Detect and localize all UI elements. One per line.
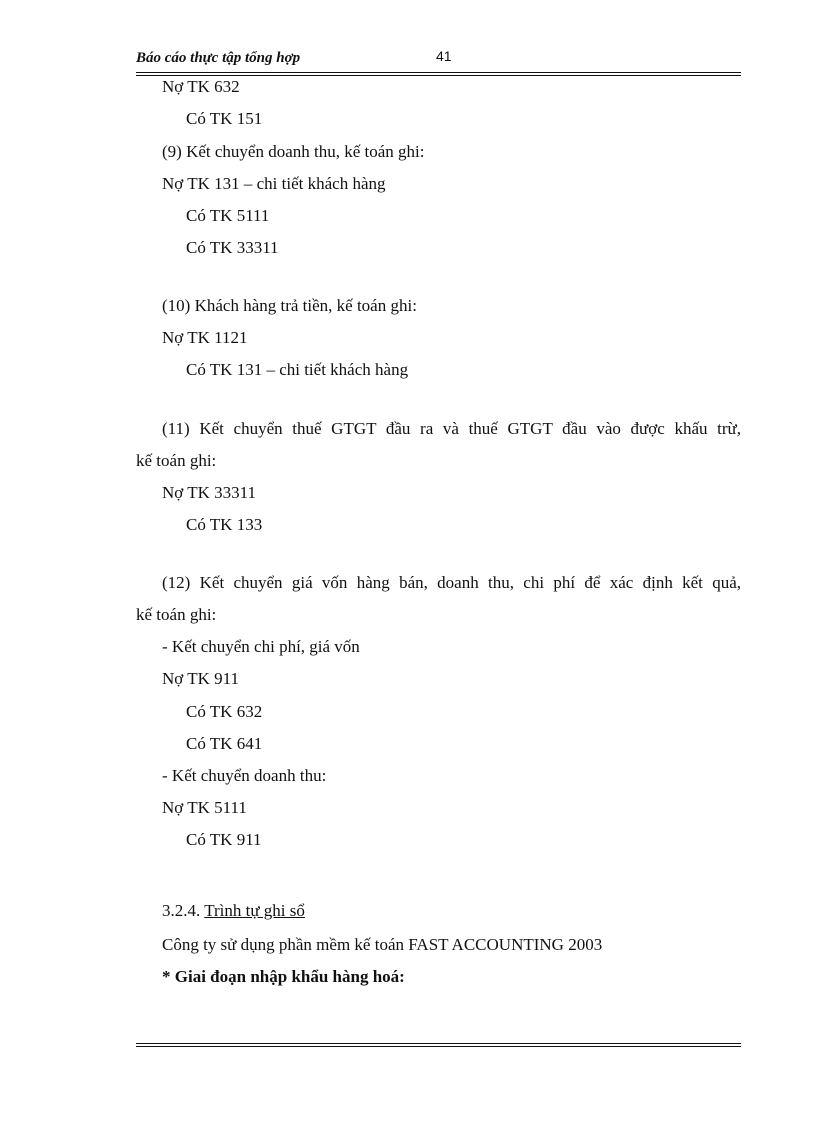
step-12-continuation: kế toán ghi: xyxy=(136,605,217,624)
entry-credit-131: Có TK 131 – chi tiết khách hàng xyxy=(186,360,409,379)
step-9-heading: (9) Kết chuyển doanh thu, kế toán ghi: xyxy=(162,142,425,161)
step-11-continuation: kế toán ghi: xyxy=(136,451,217,470)
entry-debit-5111: Nợ TK 5111 xyxy=(162,798,247,817)
step-10-heading: (10) Khách hàng trả tiền, kế toán ghi: xyxy=(162,296,417,315)
footer-rule-top xyxy=(136,1043,741,1044)
entry-credit-5111: Có TK 5111 xyxy=(186,206,270,225)
page-number: 41 xyxy=(436,48,452,64)
entry-debit-911: Nợ TK 911 xyxy=(162,669,239,688)
import-stage-heading: * Giai đoạn nhập khẩu hàng hoá: xyxy=(162,967,405,986)
footer-rule-bottom xyxy=(136,1046,741,1047)
step-11-heading: (11) Kết chuyển thuế GTGT đầu ra và thuế GTGT đầu vào được khấu trừ, xyxy=(162,419,741,438)
step-12-heading: (12) Kết chuyển giá vốn hàng bán, doanh thu, chi phí để xác định kết quả, xyxy=(162,573,741,592)
section-title: Trình tự ghi sổ xyxy=(204,901,305,920)
header-title: Báo cáo thực tập tổng hợp xyxy=(136,50,301,66)
entry-credit-151: Có TK 151 xyxy=(186,109,263,128)
entry-debit-131: Nợ TK 131 – chi tiết khách hàng xyxy=(162,174,386,193)
entry-credit-33311: Có TK 33311 xyxy=(186,238,279,257)
section-heading xyxy=(162,900,305,922)
section-number: 3.2.4. xyxy=(162,901,205,920)
entry-credit-133: Có TK 133 xyxy=(186,515,263,534)
entry-credit-911: Có TK 911 xyxy=(186,830,262,849)
entry-debit-1121: Nợ TK 1121 xyxy=(162,328,248,347)
software-note: Công ty sử dụng phần mềm kế toán FAST ACCOUNTING 2003 xyxy=(162,935,603,954)
entry-credit-632: Có TK 632 xyxy=(186,702,263,721)
header-rule-top xyxy=(136,72,741,73)
entry-debit-33311: Nợ TK 33311 xyxy=(162,483,256,502)
entry-debit-632: Nợ TK 632 xyxy=(162,77,240,96)
subitem-cost-transfer: - Kết chuyển chi phí, giá vốn xyxy=(162,637,360,656)
entry-credit-641: Có TK 641 xyxy=(186,734,263,753)
subitem-revenue-transfer: - Kết chuyển doanh thu: xyxy=(162,766,327,785)
